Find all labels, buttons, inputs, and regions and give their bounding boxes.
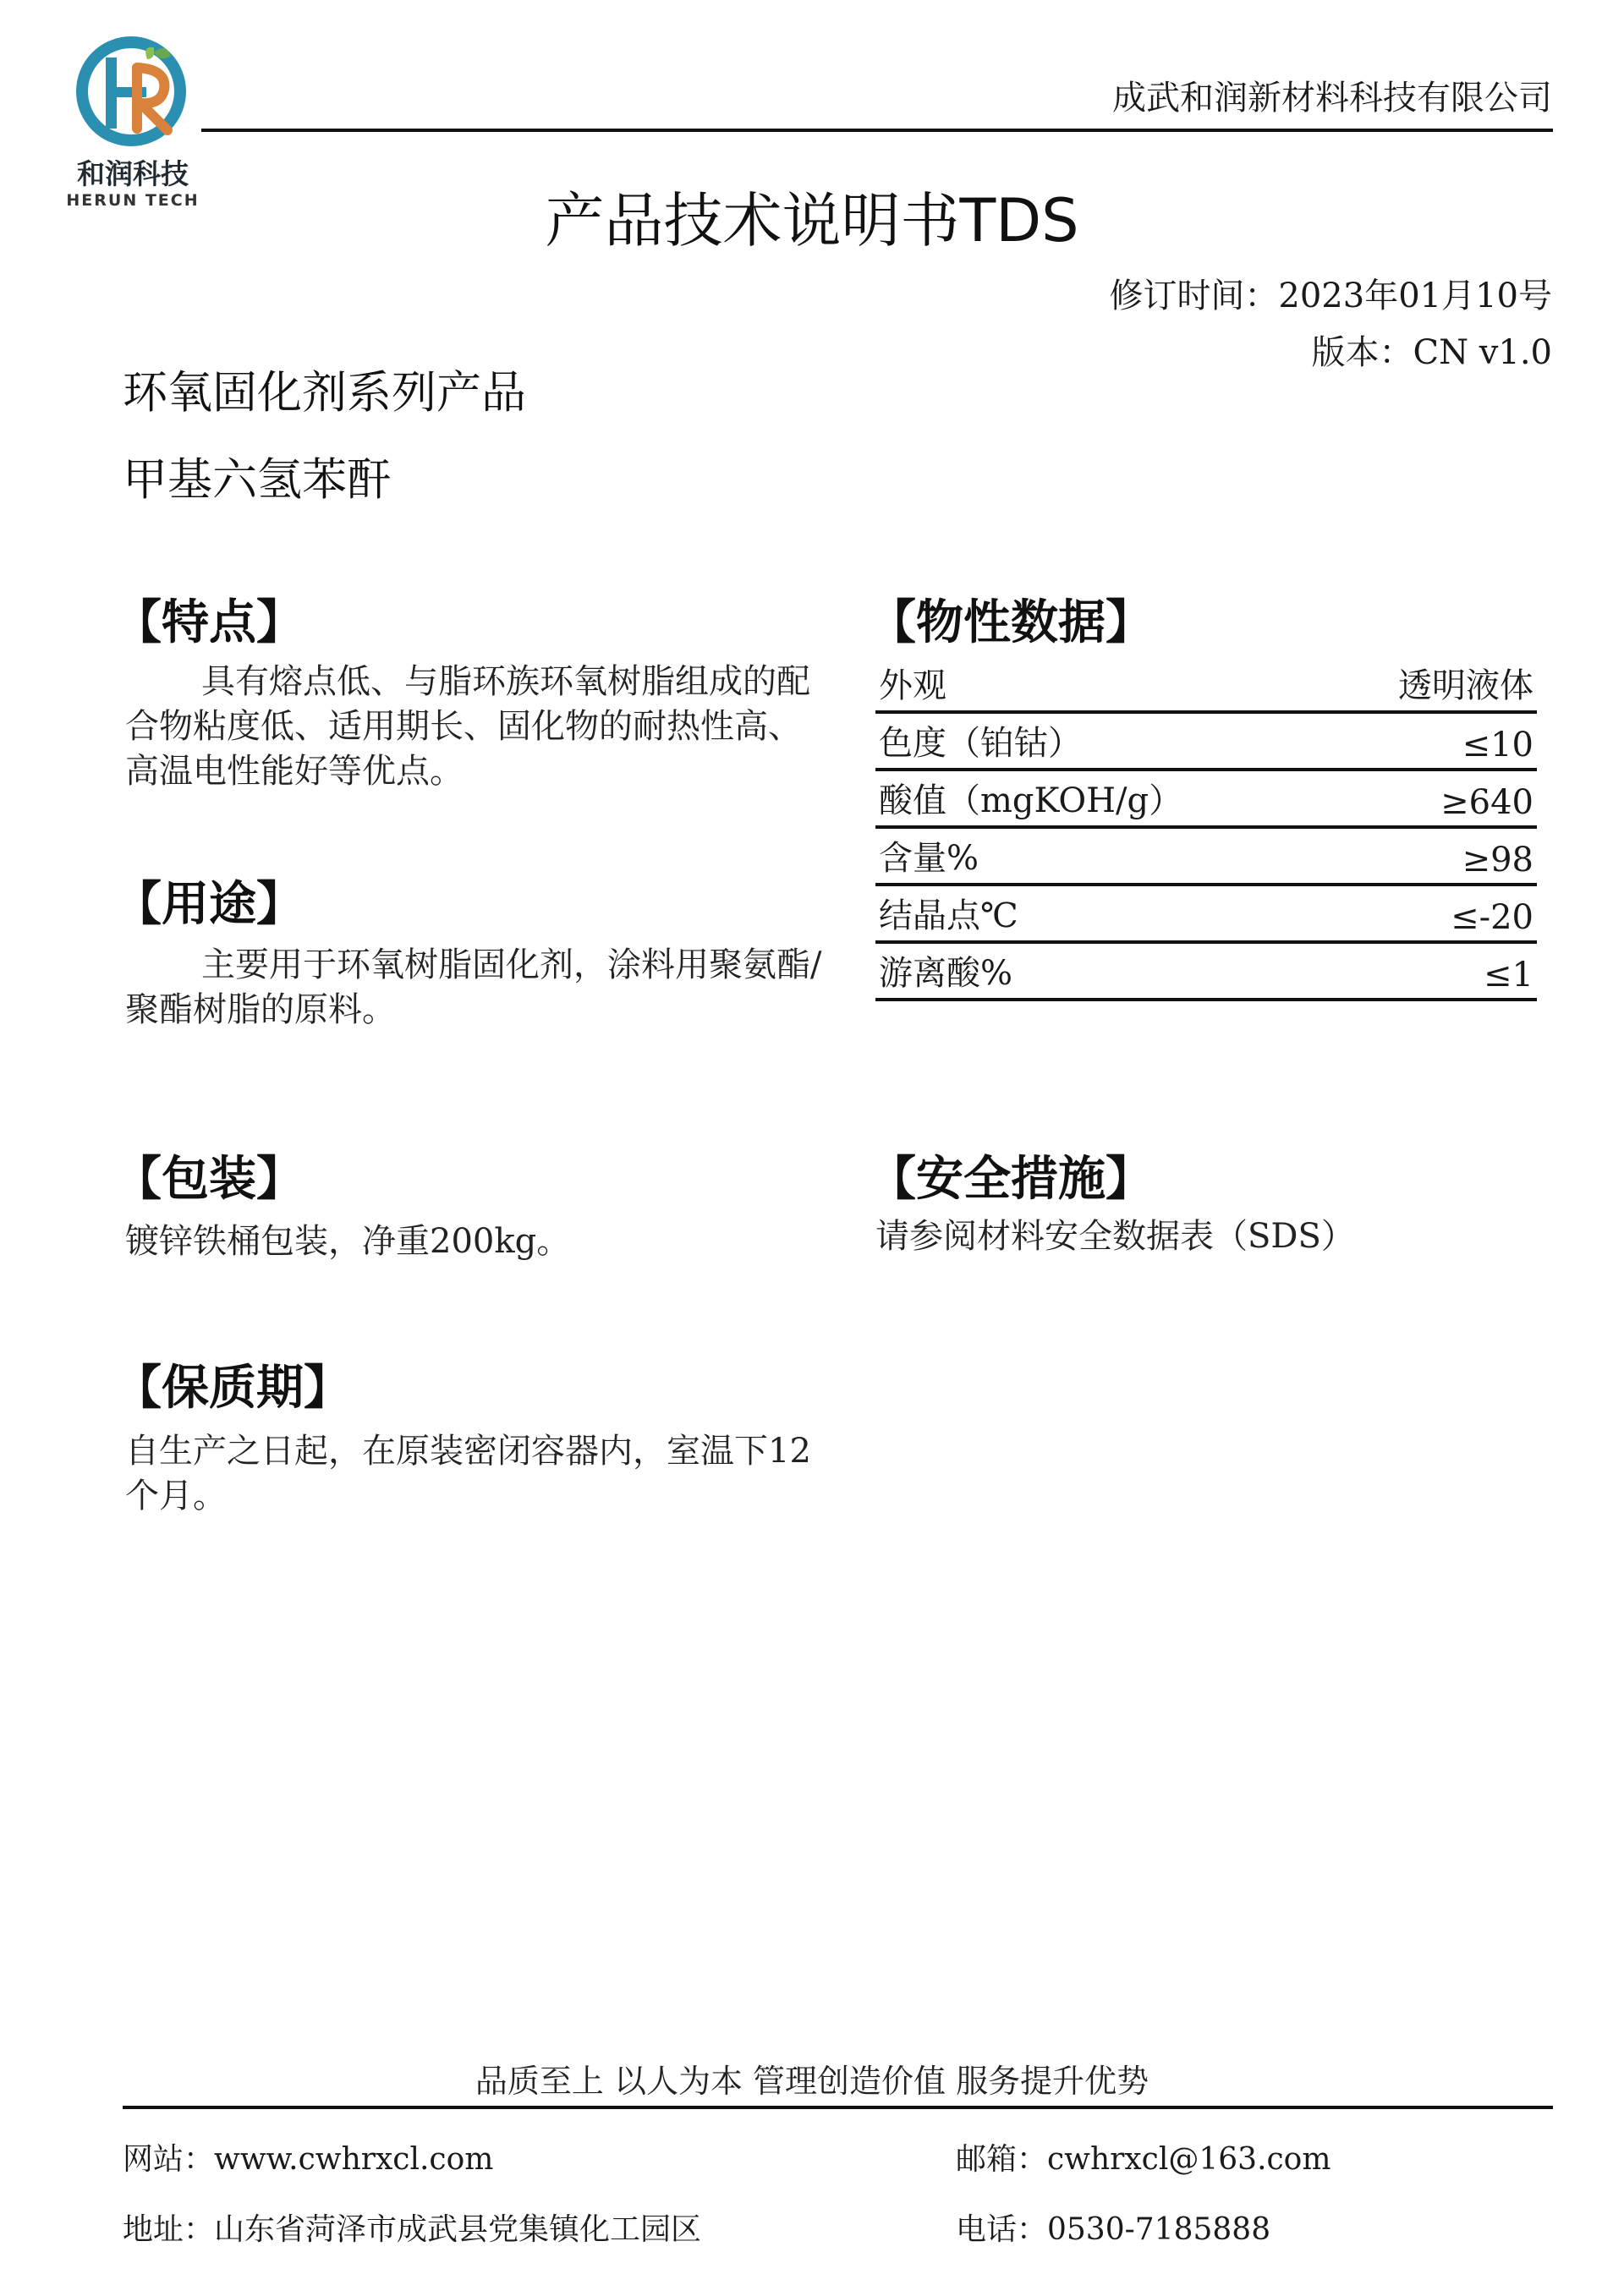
property-row — [875, 717, 1537, 771]
shelf-life-heading: 【保质期】 — [114, 1361, 351, 1416]
property-row — [875, 775, 1537, 829]
property-row — [875, 947, 1537, 1001]
footer-phone: 电话：0530-7185888 — [956, 2212, 1271, 2247]
safety-heading: 【安全措施】 — [869, 1152, 1153, 1207]
properties-heading: 【物性数据】 — [869, 595, 1153, 650]
packaging-text: 镀锌铁桶包装，净重200kg。 — [125, 1222, 571, 1261]
features-text: 具有熔点低、与脂环族环氧树脂组成的配合物粘度低、适用期长、固化物的耐热性高、高温电性能好等优点。 — [125, 662, 810, 791]
property-value: ≥98 — [1462, 841, 1533, 879]
product-name: 甲基六氢苯酐 — [123, 454, 392, 506]
footer-website: 网站：www.cwhrxcl.com — [123, 2142, 494, 2177]
logo-hr-icon — [59, 34, 203, 152]
property-name: 色度（铂钴） — [879, 724, 1082, 763]
logo-text-cn: 和润科技 — [77, 157, 189, 190]
shelf-life-text: 自生产之日起，在原装密闭容器内，室温下12个月。 — [125, 1432, 811, 1515]
footer-address: 地址：山东省菏泽市成武县党集镇化工园区 — [123, 2212, 702, 2247]
footer-divider — [123, 2106, 1553, 2109]
packaging-heading: 【包装】 — [114, 1152, 304, 1207]
usage-heading: 【用途】 — [114, 877, 304, 932]
property-row — [875, 890, 1537, 944]
property-value: ≤-20 — [1451, 898, 1533, 937]
company-name: 成武和润新材料科技有限公司 — [1112, 79, 1552, 118]
properties-table — [875, 660, 1537, 1001]
footer-email: 邮箱：cwhrxcl@163.com — [956, 2142, 1331, 2177]
version-label: 版本：CN v1.0 — [1311, 333, 1552, 372]
footer-slogan: 品质至上 以人为本 管理创造价值 服务提升优势 — [475, 2063, 1149, 2100]
property-name: 酸值（mgKOH/g） — [879, 781, 1183, 820]
features-heading: 【特点】 — [114, 595, 304, 650]
usage-text: 主要用于环氧树脂固化剂，涂料用聚氨酯/聚酯树脂的原料。 — [125, 945, 822, 1029]
property-name: 外观 — [879, 666, 946, 705]
revision-date: 修订时间：2023年01月10号 — [1109, 277, 1552, 315]
property-row — [875, 832, 1537, 886]
product-series: 环氧固化剂系列产品 — [123, 367, 526, 419]
document-title: 产品技术说明书TDS — [545, 186, 1079, 255]
property-row — [875, 660, 1537, 714]
property-name: 含量% — [879, 839, 979, 878]
property-value: ≤10 — [1462, 726, 1533, 764]
property-name: 结晶点℃ — [879, 896, 1018, 935]
header-divider — [201, 129, 1553, 132]
property-value: 透明液体 — [1398, 666, 1533, 705]
safety-text: 请参阅材料安全数据表（SDS） — [875, 1217, 1355, 1256]
property-value: ≤1 — [1484, 956, 1533, 995]
property-value: ≥640 — [1440, 783, 1533, 822]
logo-text-en: HERUN TECH — [66, 191, 200, 210]
property-name: 游离酸% — [879, 954, 1013, 993]
